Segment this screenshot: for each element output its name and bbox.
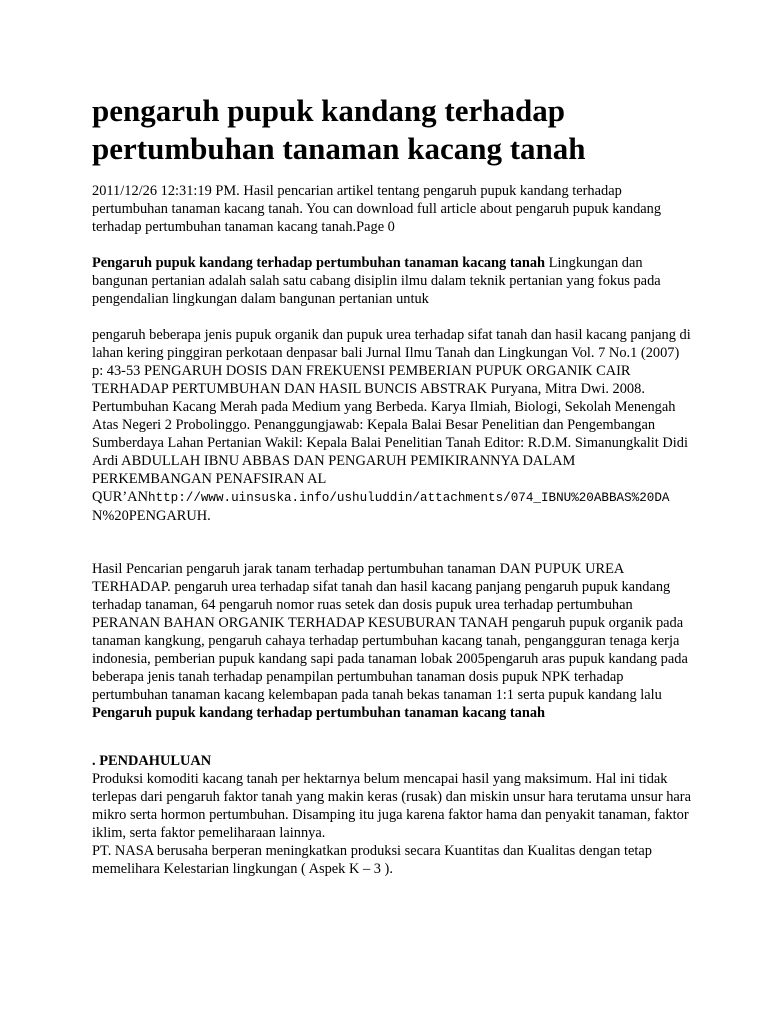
definition-paragraph bbox=[92, 254, 692, 308]
section-heading: . PENDAHULUAN bbox=[92, 753, 212, 769]
document-title: pengaruh pupuk kandang terhadap pertumbuhan tanaman kacang tanah bbox=[92, 93, 586, 166]
paragraph-text: Hasil Pencarian pengaruh jarak tanam terhadap pertumbuhan tanaman DAN PUPUK UREA TERHADAP. pengaruh urea terhadap sifat tanah dan hasil kacang panjang pengaruh pupuk kandang terhadap tanaman, 64 pengaruh nomor ruas setek dan dosis pupuk urea terhadap pertumbuhan PERANAN BAHAN ORGANIK TERHADAP KESUBURAN TANAH pengaruh pupuk organik pada tanaman kangkung, pengaruh cahaya terhadap pertumbuhan kacang tanah, pengangguran tenaga kerja indonesia, pemberian pupuk kandang sapi pada tanaman lobak 2005pengaruh aras pupuk kandang pada beberapa jenis tanah terhadap penampilan pertumbuhan tanaman dosis pupuk NPK terhadap pertumbuhan tanaman kacang kelembapan pada tanah bekas tanaman 1:1 serta pupuk kandang lalu bbox=[92, 561, 688, 703]
reference-url: http://www.uinsuska.info/ushuluddin/attachments/074_IBNU%20ABBAS%20DA bbox=[147, 491, 670, 505]
bold-topic: Pengaruh pupuk kandang terhadap pertumbuhan tanaman kacang tanah bbox=[92, 705, 546, 721]
bold-topic: Pengaruh pupuk kandang terhadap pertumbuhan tanaman kacang tanah bbox=[92, 255, 546, 271]
paragraph-text: pengaruh beberapa jenis pupuk organik dan pupuk urea terhadap sifat tanah dan hasil kacang panjang di lahan kering pinggiran perkotaan denpasar bali Jurnal Ilmu Tanah dan Lingkungan Vol. 7 No.1 (2007) p: 43-53 PENGARUH DOSIS DAN FREKUENSI PEMBERIAN PUPUK ORGANIK CAIR TERHADAP PERTUMBUHAN DAN HASIL BUNCIS ABSTRAK Puryana, Mitra Dwi. 2008. Pertumbuhan Kacang Merah pada Medium yang Berbeda. Karya Ilmiah, Biologi, Sekolah Menengah Atas Negeri 2 Probolinggo. Penanggungjawab: Kepala Balai Besar Penelitian dan Pengembangan Sumberdaya Lahan Pertanian Wakil: Kepala Balai Penelitian Tanah Editor: R.D.M. Simanungkalit Didi Ardi ABDULLAH IBNU ABBAS DAN PENGARUH PEMIKIRANNYA DALAM PERKEMBANGAN PENAFSIRAN AL QUR’AN bbox=[92, 327, 691, 505]
section-text: PT. NASA berusaha berperan meningkatkan produksi secara Kuantitas dan Kualitas dengan tetap memelihara Kelestarian lingkungan ( Aspek K – 3 ). bbox=[92, 843, 652, 877]
references-paragraph bbox=[92, 326, 692, 525]
paragraph-text: Lingkungan dan bangunan pertanian adalah salah satu cabang disiplin ilmu dalam teknik pertanian yang fokus pada pengendalian lingkungan dalam bangunan pertanian untuk bbox=[92, 255, 661, 307]
introduction-section bbox=[92, 752, 692, 878]
section-text: Produksi komoditi kacang tanah per hektarnya belum mencapai hasil yang maksimum. Hal ini tidak terlepas dari pengaruh faktor tanah yang makin keras (rusak) dan miskin unsur hara terutama unsur hara mikro serta hormon pertumbuhan. Disamping itu juga karena faktor hama dan penyakit tanaman, faktor iklim, serta faktor pemeliharaan lainnya. bbox=[92, 771, 691, 841]
search-results-paragraph bbox=[92, 560, 692, 722]
intro-paragraph: 2011/12/26 12:31:19 PM. Hasil pencarian artikel tentang pengaruh pupuk kandang terhadap pertumbuhan tanaman kacang tanah. You can download full article about pengaruh pupuk kandang terhadap pertumbuhan tanaman kacang tanah.Page 0 bbox=[92, 183, 662, 235]
url-continuation: N%20PENGARUH. bbox=[92, 508, 211, 524]
